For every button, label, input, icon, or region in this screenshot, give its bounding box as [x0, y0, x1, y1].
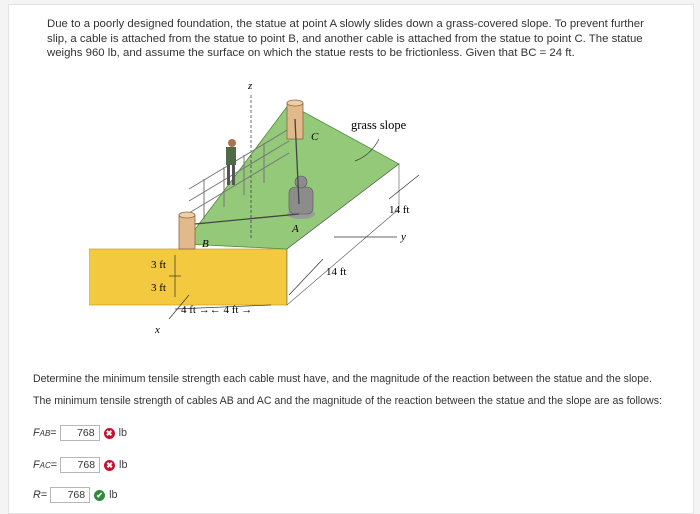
incorrect-icon: ✖: [104, 428, 115, 439]
fab-input[interactable]: 768: [60, 425, 100, 441]
statue-slope-figure: [89, 69, 449, 349]
person-figure: [226, 139, 236, 185]
dim-3ft-top-label: 3 ft: [151, 259, 166, 271]
x-axis-label: x: [155, 324, 160, 336]
grass-slope-label: grass slope: [351, 118, 407, 132]
answer-row-fab: [33, 425, 127, 441]
dim-14ft-mid-label: 14 ft: [326, 266, 347, 278]
dim-3ft-bottom-label: 3 ft: [151, 282, 166, 294]
answer-var: F: [33, 427, 40, 439]
instruction-follows: The minimum tensile strength of cables AB and AC and the magnitude of the reaction between the statue and the slope are as follows:: [33, 395, 662, 407]
answer-row-r: [33, 487, 118, 503]
instruction-determine: Determine the minimum tensile strength each cable must have, and the magnitude of the reaction between the statue and the slope.: [33, 373, 652, 385]
dim-4ft-label: 4 ft →← 4 ft →: [181, 304, 253, 316]
answer-unit: lb: [119, 459, 128, 471]
z-axis-label: z: [248, 80, 253, 92]
fac-input[interactable]: 768: [60, 457, 100, 473]
answer-row-fac: [33, 457, 127, 473]
answer-unit: lb: [118, 427, 127, 439]
answer-equals: =: [50, 427, 57, 439]
answer-var: F: [33, 459, 40, 471]
problem-line-3: weighs 960 lb, and assume the surface on which the statue rests to be frictionless. Given that BC = 24 ft.: [47, 47, 575, 60]
answer-subscript: AC: [39, 460, 51, 470]
post-b: [179, 212, 195, 249]
answer-equals: =: [40, 489, 48, 501]
point-a-label: A: [292, 223, 299, 235]
dim-14ft-top-label: 14 ft: [389, 204, 410, 216]
y-axis-label: y: [401, 231, 406, 243]
r-input[interactable]: 768: [50, 487, 90, 503]
incorrect-icon: ✖: [104, 460, 115, 471]
answer-subscript: AB: [39, 428, 51, 438]
correct-icon: ✔: [94, 490, 105, 501]
point-c-label: C: [311, 131, 319, 143]
answer-equals: =: [50, 459, 58, 471]
problem-line-1: Due to a poorly designed foundation, the statue at point A slowly slides down a grass-covered slope. To prevent further: [47, 18, 644, 30]
answer-var: R: [33, 489, 41, 501]
problem-card: [8, 4, 694, 514]
problem-line-2: slip, a cable is attached from the statue to point B, and another cable is attached from the statue to point C. The statue: [47, 32, 643, 45]
point-b-label: B: [202, 238, 209, 250]
answer-unit: lb: [109, 489, 118, 501]
problem-statement: [47, 17, 667, 61]
